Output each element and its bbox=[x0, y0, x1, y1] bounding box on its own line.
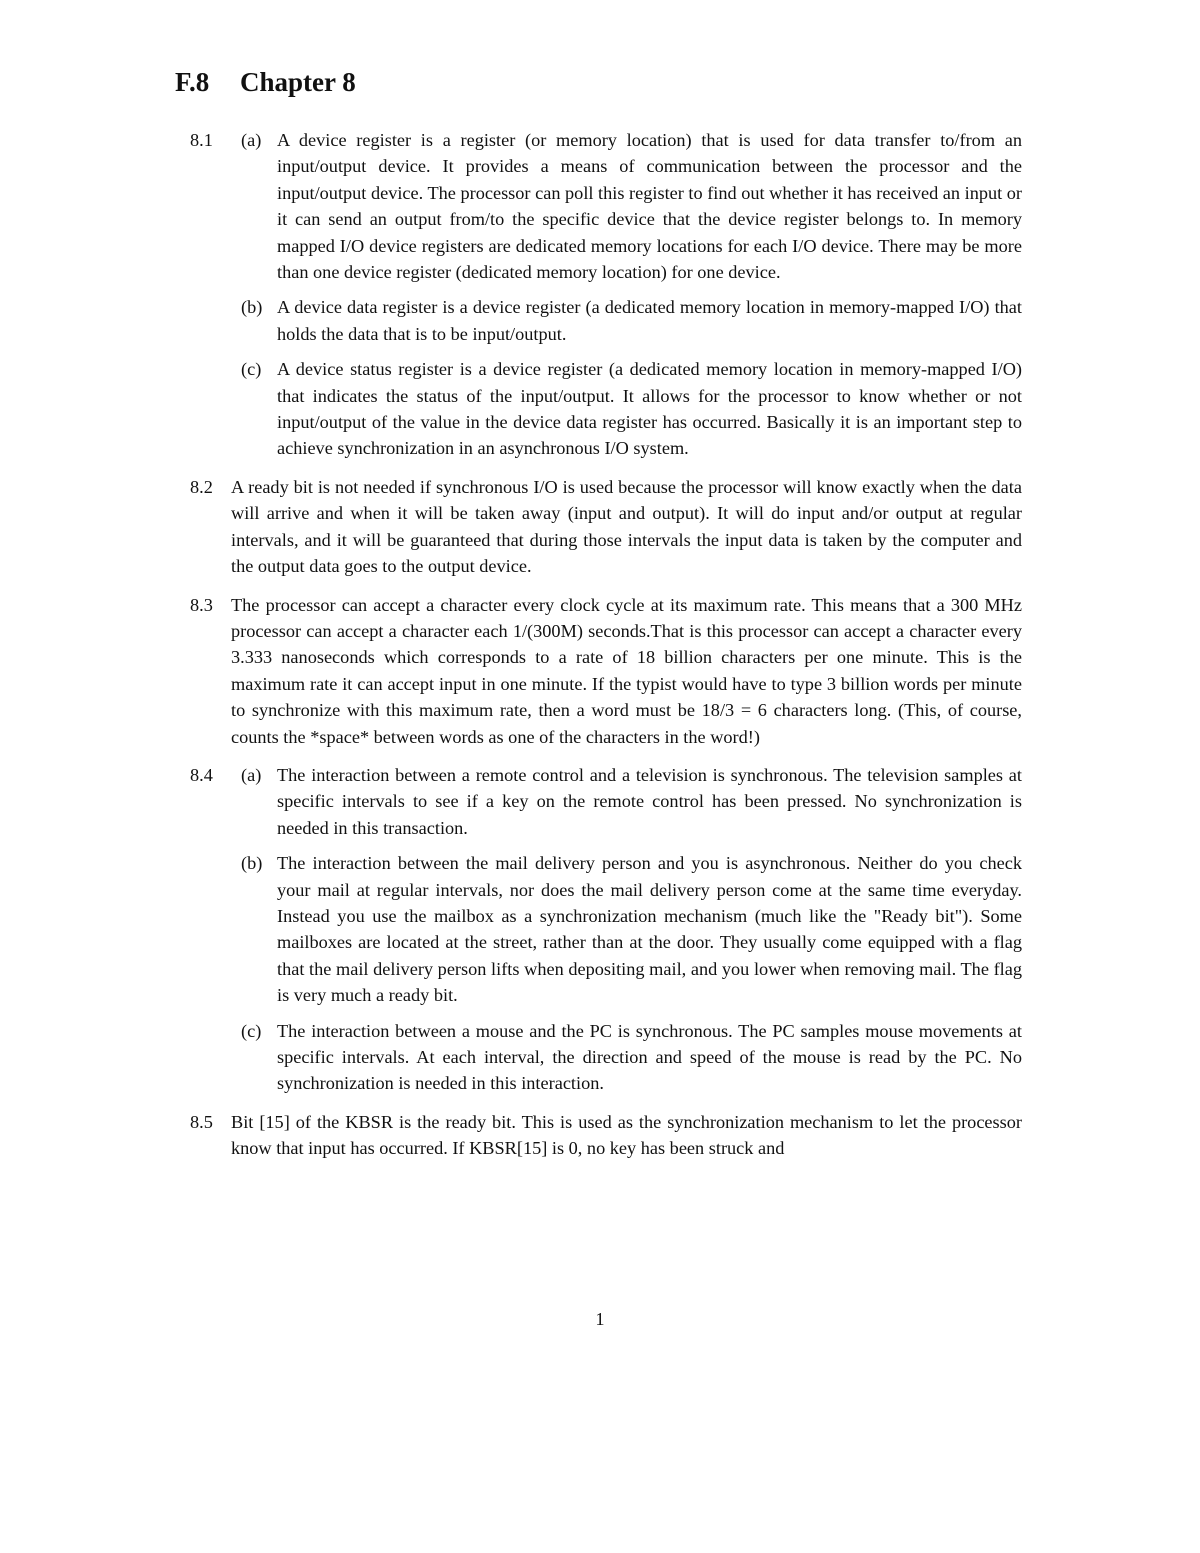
problem-8-2 bbox=[190, 474, 1022, 580]
problem-number: 8.2 bbox=[190, 476, 213, 497]
part-label: (c) bbox=[241, 1020, 262, 1041]
problem-part-c bbox=[241, 1018, 1022, 1097]
part-text: The interaction between a mouse and the PC is synchronous. The PC samples mouse movements at specific intervals. At each interval, the direction and speed of the mouse is read by the PC. No synchronization is needed in this interaction. bbox=[277, 1020, 1022, 1094]
part-text: A device register is a register (or memory location) that is used for data transfer to/from an input/output device. It provides a means of communication between the processor and the input/output device. The processor can poll this register to find out whether it has received an input or it can send an output from/to the specific device that the device register belongs to. In memory mapped I/O device registers are dedicated memory locations for each I/O device. There may be more than one device register (dedicated memory location) for one device. bbox=[277, 130, 1022, 283]
problem-8-5 bbox=[190, 1109, 1022, 1162]
part-text: The interaction between a remote control and a television is synchronous. The television samples at specific intervals to see if a key on the remote control has been pressed. No synchronization is needed in this transaction. bbox=[277, 764, 1022, 838]
problem-part-a bbox=[241, 127, 1022, 285]
part-label: (a) bbox=[241, 764, 262, 785]
part-label: (b) bbox=[241, 297, 263, 318]
section-number: F.8 bbox=[175, 67, 210, 97]
part-label: (a) bbox=[241, 130, 262, 150]
problem-number: 8.5 bbox=[190, 1111, 213, 1132]
problem-8-3 bbox=[190, 592, 1022, 750]
problem-number: 8.3 bbox=[190, 594, 213, 615]
part-text: The interaction between the mail delivery person and you is asynchronous. Neither do you check your mail at regular intervals, nor does the mail delivery person come at the same time everyday. Instead you use the mailbox as a synchronization mechanism (much like the "Ready bit"). Some mailboxes are located at the street, rather than at the door. They usually come equipped with a flag that the mail delivery person lifts when depositing mail, and you lower when removing mail. The flag is very much a ready bit. bbox=[277, 853, 1022, 1006]
problem-part-b bbox=[241, 294, 1022, 347]
page-number: 1 bbox=[595, 1309, 605, 1329]
problem-part-a bbox=[241, 762, 1022, 841]
problem-text: Bit [15] of the KBSR is the ready bit. This is used as the synchronization mechanism to let the processor know that input has occurred. If KBSR[15] is 0, no key has been struck and bbox=[231, 1111, 1022, 1159]
part-text: A device status register is a device register (a dedicated memory location in memory-mapped I/O) that indicates the status of the input/output. It allows for the processor to know whether or not input/output of the value in the device data register has occurred. Basically it is an important step to achieve synchronization in an asynchronous I/O system. bbox=[277, 359, 1022, 459]
part-text: A device data register is a device register (a dedicated memory location in memory-mapped I/O) that holds the data that is to be input/output. bbox=[277, 297, 1022, 344]
problem-text: A ready bit is not needed if synchronous I/O is used because the processor will know exactly when the data will arrive and when it will be taken away (input and output). It will do input and/or output at regular intervals, and it will be guaranteed that during those intervals the input data is taken by the computer and the output data goes to the output device. bbox=[231, 476, 1022, 577]
section-heading bbox=[175, 62, 356, 102]
problem-part-b bbox=[241, 850, 1022, 1008]
problem-8-1 bbox=[190, 127, 1022, 462]
section-title: Chapter 8 bbox=[240, 67, 356, 97]
problem-part-c bbox=[241, 356, 1022, 462]
problem-number: 8.4 bbox=[190, 764, 213, 785]
problems-list bbox=[190, 127, 1022, 1174]
part-label: (b) bbox=[241, 853, 263, 874]
problem-number: 8.1 bbox=[190, 130, 213, 150]
part-label: (c) bbox=[241, 359, 262, 380]
problem-text: The processor can accept a character every clock cycle at its maximum rate. This means that a 300 MHz processor can accept a character each 1/(300M) seconds.That is this processor can accept a character every 3.333 nanoseconds which corresponds to a rate of 18 billion characters per one minute. This is the maximum rate it can accept input in one minute. If the typist would have to type 3 billion words per minute to synchronize with this maximum rate, then a word must be 18/3 = 6 characters long. (This, of course, counts the *space* between words as one of the characters in the word!) bbox=[231, 594, 1022, 747]
problem-8-4 bbox=[190, 762, 1022, 1097]
